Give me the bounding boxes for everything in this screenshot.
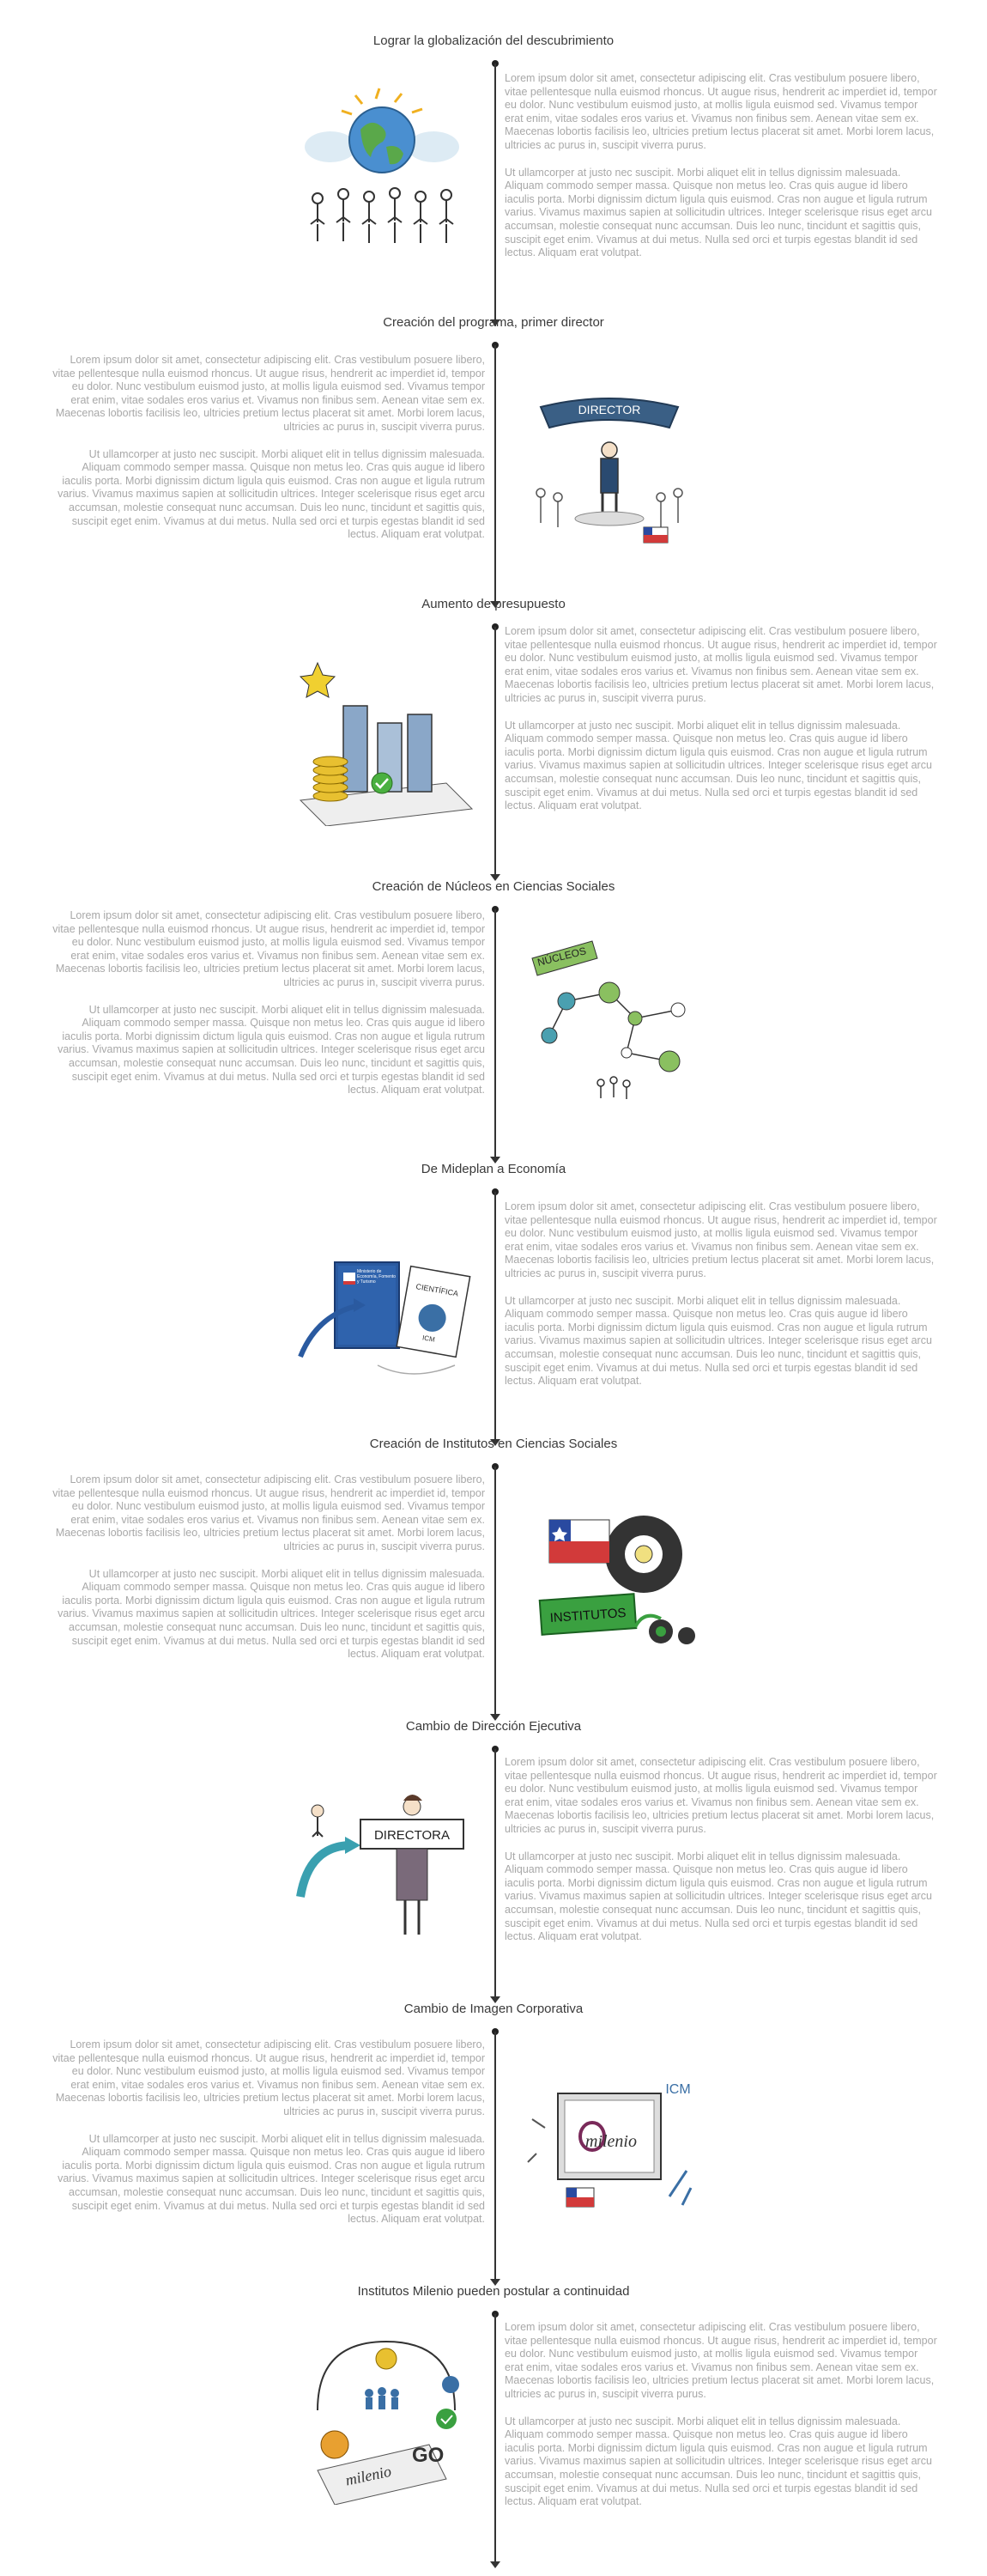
nucleos-network-icon xyxy=(515,933,712,1104)
paragraph: Lorem ipsum dolor sit amet, consectetur adipiscing elit. Cras vestibulum posuere libero, vitae pellentesque nulla euismod rhoncus. Ut augue risus, hendrerit ac imperdiet id, tempor eu dolor. Nunc vestibulum euismod justo, at mollis ligula euismod sed. Vivamus tempor erat enim, vitae sodales eros varius et. Vivamus non finibus sem. Aenean vitae sem ex. Maecenas lobortis facilisis leo, ultricies pretium lectus placerat sit amet. Morbi lorem lacus, ultricies ac purus in, suscipit viverra purus. xyxy=(505,72,937,151)
section-title: Lograr la globalización del descubrimiento xyxy=(372,33,615,48)
timeline-arrow xyxy=(490,2561,500,2568)
director-podium-icon xyxy=(515,390,712,562)
banner-text: DIRECTORA xyxy=(373,1828,451,1843)
section-text xyxy=(505,1756,938,1958)
book2-sub: ICM xyxy=(421,1334,436,1344)
paragraph: Lorem ipsum dolor sit amet, consectetur adipiscing elit. Cras vestibulum posuere libero, vitae pellentesque nulla euismod rhoncus. Ut augue risus, hendrerit ac imperdiet id, tempor eu dolor. Nunc vestibulum euismod justo, at mollis ligula euismod sed. Vivamus tempor erat enim, vitae sodales eros varius et. Vivamus non finibus sem. Aenean vitae sem ex. Maecenas lobortis facilisis leo, ultricies pretium lectus placerat sit amet. Morbi lorem lacus, ultricies ac purus in, suscipit viverra purus. xyxy=(505,1200,937,1279)
logo-text: milenio xyxy=(343,2462,393,2489)
section-title: Aumento de presupuesto xyxy=(421,597,566,611)
paragraph: Lorem ipsum dolor sit amet, consectetur adipiscing elit. Cras vestibulum posuere libero, vitae pellentesque nulla euismod rhoncus. Ut augue risus, hendrerit ac imperdiet id, tempor eu dolor. Nunc vestibulum euismod justo, at mollis ligula euismod sed. Vivamus tempor erat enim, vitae sodales eros varius et. Vivamus non finibus sem. Aenean vitae sem ex. Maecenas lobortis facilisis leo, ultricies pretium lectus placerat sit amet. Morbi lorem lacus, ultricies ac purus in, suscipit viverra purus. xyxy=(505,2321,937,2400)
paragraph: Lorem ipsum dolor sit amet, consectetur adipiscing elit. Cras vestibulum posuere libero, vitae pellentesque nulla euismod rhoncus. Ut augue risus, hendrerit ac imperdiet id, tempor eu dolor. Nunc vestibulum euismod justo, at mollis ligula euismod sed. Vivamus tempor erat enim, vitae sodales eros varius et. Vivamus non finibus sem. Aenean vitae sem ex. Maecenas lobortis facilisis leo, ultricies pretium lectus placerat sit amet. Morbi lorem lacus, ultricies ac purus in, suscipit viverra purus. xyxy=(52,354,485,433)
timeline-line xyxy=(494,2032,496,2281)
paragraph: Lorem ipsum dolor sit amet, consectetur adipiscing elit. Cras vestibulum posuere libero, vitae pellentesque nulla euismod rhoncus. Ut augue risus, hendrerit ac imperdiet id, tempor eu dolor. Nunc vestibulum euismod justo, at mollis ligula euismod sed. Vivamus tempor erat enim, vitae sodales eros varius et. Vivamus non finibus sem. Aenean vitae sem ex. Maecenas lobortis facilisis leo, ultricies pretium lectus placerat sit amet. Morbi lorem lacus, ultricies ac purus in, suscipit viverra purus. xyxy=(52,2038,485,2117)
ministry-books-icon xyxy=(283,1245,481,1417)
timeline-line xyxy=(494,1192,496,1441)
timeline-line xyxy=(494,1467,496,1716)
paragraph: Ut ullamcorper at justo nec suscipit. Morbi aliquet elit in tellus dignissim malesuada. Aliquam commodo semper massa. Quisque non metus leo. Cras quis augue id libero iaculis porta. Morbi dignissim dictum ligula quis euismod. Cras non augue et ligula rutrum varius. Vivamus maximus sapien at sollicitudin ultrices. Integer scelerisque risus eget arcu accumsan, molestie consequat nunc accumsan. Duis leo nunc, tincidunt et sagittis quis, suscipit eget enim. Vivamus at dui metus. Nulla sed orci et turpis egestas blandit id sed lectus. Aliquam erat volutpat. xyxy=(58,1567,485,1661)
timeline-line xyxy=(494,345,496,603)
section-text xyxy=(51,1473,485,1675)
timeline-line xyxy=(494,2314,496,2563)
section-title: Cambio de Dirección Ejecutiva xyxy=(405,1719,582,1734)
section-text xyxy=(505,2321,938,2523)
section-text xyxy=(51,2038,485,2240)
paragraph: Ut ullamcorper at justo nec suscipit. Morbi aliquet elit in tellus dignissim malesuada. Aliquam commodo semper massa. Quisque non metus leo. Cras quis augue id libero iaculis porta. Morbi dignissim dictum ligula quis euismod. Cras non augue et ligula rutrum varius. Vivamus maximus sapien at sollicitudin ultrices. Integer scelerisque risus eget arcu accumsan, molestie consequat nunc accumsan. Duis leo nunc, tincidunt et sagittis quis, suscipit eget enim. Vivamus at dui metus. Nulla sed orci et turpis egestas blandit id sed lectus. Aliquam erat volutpat. xyxy=(505,719,932,812)
paragraph: Ut ullamcorper at justo nec suscipit. Morbi aliquet elit in tellus dignissim malesuada. Aliquam commodo semper massa. Quisque non metus leo. Cras quis augue id libero iaculis porta. Morbi dignissim dictum ligula quis euismod. Cras non augue et ligula rutrum varius. Vivamus maximus sapien at sollicitudin ultrices. Integer scelerisque risus eget arcu accumsan, molestie consequat nunc accumsan. Duis leo nunc, tincidunt et sagittis quis, suscipit eget enim. Vivamus at dui metus. Nulla sed orci et turpis egestas blandit id sed lectus. Aliquam erat volutpat. xyxy=(58,1003,485,1097)
paragraph: Lorem ipsum dolor sit amet, consectetur adipiscing elit. Cras vestibulum posuere libero, vitae pellentesque nulla euismod rhoncus. Ut augue risus, hendrerit ac imperdiet id, tempor eu dolor. Nunc vestibulum euismod justo, at mollis ligula euismod sed. Vivamus tempor erat enim, vitae sodales eros varius et. Vivamus non finibus sem. Aenean vitae sem ex. Maecenas lobortis facilisis leo, ultricies pretium lectus placerat sit amet. Morbi lorem lacus, ultricies ac purus in, suscipit viverra purus. xyxy=(505,1756,937,1835)
paragraph: Ut ullamcorper at justo nec suscipit. Morbi aliquet elit in tellus dignissim malesuada. Aliquam commodo semper massa. Quisque non metus leo. Cras quis augue id libero iaculis porta. Morbi dignissim dictum ligula quis euismod. Cras non augue et ligula rutrum varius. Vivamus maximus sapien at sollicitudin ultrices. Integer scelerisque risus eget arcu accumsan, molestie consequat nunc accumsan. Duis leo nunc, tincidunt et sagittis quis, suscipit eget enim. Vivamus at dui metus. Nulla sed orci et turpis egestas blandit id sed lectus. Aliquam erat volutpat. xyxy=(505,2415,932,2508)
paragraph: Lorem ipsum dolor sit amet, consectetur adipiscing elit. Cras vestibulum posuere libero, vitae pellentesque nulla euismod rhoncus. Ut augue risus, hendrerit ac imperdiet id, tempor eu dolor. Nunc vestibulum euismod justo, at mollis ligula euismod sed. Vivamus tempor erat enim, vitae sodales eros varius et. Vivamus non finibus sem. Aenean vitae sem ex. Maecenas lobortis facilisis leo, ultricies pretium lectus placerat sit amet. Morbi lorem lacus, ultricies ac purus in, suscipit viverra purus. xyxy=(52,1473,485,1552)
paragraph: Ut ullamcorper at justo nec suscipit. Morbi aliquet elit in tellus dignissim malesuada. Aliquam commodo semper massa. Quisque non metus leo. Cras quis augue id libero iaculis porta. Morbi dignissim dictum ligula quis euismod. Cras non augue et ligula rutrum varius. Vivamus maximus sapien at sollicitudin ultrices. Integer scelerisque risus eget arcu accumsan, molestie consequat nunc accumsan. Duis leo nunc, tincidunt et sagittis quis, suscipit eget enim. Vivamus at dui metus. Nulla sed orci et turpis egestas blandit id sed lectus. Aliquam erat volutpat. xyxy=(505,1850,932,1943)
section-title: De Mideplan a Economía xyxy=(421,1162,566,1176)
book-title: Ministerio de Economía, Fomento y Turismo xyxy=(357,1269,397,1285)
banner-text: DIRECTOR xyxy=(578,403,641,416)
section-title: Creación del programa, primer director xyxy=(383,315,604,330)
section-title: Creación de Institutos en Ciencias Sociales xyxy=(369,1437,618,1451)
section-text xyxy=(505,1200,938,1402)
paragraph: Ut ullamcorper at justo nec suscipit. Morbi aliquet elit in tellus dignissim malesuada. Aliquam commodo semper massa. Quisque non metus leo. Cras quis augue id libero iaculis porta. Morbi dignissim dictum ligula quis euismod. Cras non augue et ligula rutrum varius. Vivamus maximus sapien at sollicitudin ultrices. Integer scelerisque risus eget arcu accumsan, molestie consequat nunc accumsan. Duis leo nunc, tincidunt et sagittis quis, suscipit eget enim. Vivamus at dui metus. Nulla sed orci et turpis egestas blandit id sed lectus. Aliquam erat volutpat. xyxy=(58,447,485,541)
book2-title: CIENTÍFICA xyxy=(415,1282,459,1298)
paragraph: Ut ullamcorper at justo nec suscipit. Morbi aliquet elit in tellus dignissim malesuada. Aliquam commodo semper massa. Quisque non metus leo. Cras quis augue id libero iaculis porta. Morbi dignissim dictum ligula quis euismod. Cras non augue et ligula rutrum varius. Vivamus maximus sapien at sollicitudin ultrices. Integer scelerisque risus eget arcu accumsan, molestie consequat nunc accumsan. Duis leo nunc, tincidunt et sagittis quis, suscipit eget enim. Vivamus at dui metus. Nulla sed orci et turpis egestas blandit id sed lectus. Aliquam erat volutpat. xyxy=(58,2132,485,2226)
institutos-machine-icon xyxy=(515,1503,712,1674)
section-title: Institutos Milenio pueden postular a continuidad xyxy=(357,2284,630,2299)
section-text xyxy=(505,72,938,274)
timeline-line xyxy=(494,1749,496,1998)
svg-text:GO: GO xyxy=(412,2444,445,2467)
budget-chart-coins-icon xyxy=(283,654,481,826)
tag-text: ICM xyxy=(665,2082,691,2097)
paragraph: Lorem ipsum dolor sit amet, consectetur adipiscing elit. Cras vestibulum posuere libero, vitae pellentesque nulla euismod rhoncus. Ut augue risus, hendrerit ac imperdiet id, tempor eu dolor. Nunc vestibulum euismod justo, at mollis ligula euismod sed. Vivamus tempor erat enim, vitae sodales eros varius et. Vivamus non finibus sem. Aenean vitae sem ex. Maecenas lobortis facilisis leo, ultricies pretium lectus placerat sit amet. Morbi lorem lacus, ultricies ac purus in, suscipit viverra purus. xyxy=(505,625,937,704)
timeline-line xyxy=(494,64,496,321)
logo-text: milenio xyxy=(585,2132,637,2151)
directora-sign-icon xyxy=(283,1785,481,1957)
globe-people-icon xyxy=(283,87,481,258)
section-title: Creación de Núcleos en Ciencias Sociales xyxy=(372,879,615,894)
banner-text: INSTITUTOS xyxy=(549,1605,627,1626)
milenio-continuity-icon xyxy=(283,2333,481,2505)
paragraph: Ut ullamcorper at justo nec suscipit. Morbi aliquet elit in tellus dignissim malesuada. Aliquam commodo semper massa. Quisque non metus leo. Cras quis augue id libero iaculis porta. Morbi dignissim dictum ligula quis euismod. Cras non augue et ligula rutrum varius. Vivamus maximus sapien at sollicitudin ultrices. Integer scelerisque risus eget arcu accumsan, molestie consequat nunc accumsan. Duis leo nunc, tincidunt et sagittis quis, suscipit eget enim. Vivamus at dui metus. Nulla sed orci et turpis egestas blandit id sed lectus. Aliquam erat volutpat. xyxy=(505,166,932,259)
paragraph: Ut ullamcorper at justo nec suscipit. Morbi aliquet elit in tellus dignissim malesuada. Aliquam commodo semper massa. Quisque non metus leo. Cras quis augue id libero iaculis porta. Morbi dignissim dictum ligula quis euismod. Cras non augue et ligula rutrum varius. Vivamus maximus sapien at sollicitudin ultrices. Integer scelerisque risus eget arcu accumsan, molestie consequat nunc accumsan. Duis leo nunc, tincidunt et sagittis quis, suscipit eget enim. Vivamus at dui metus. Nulla sed orci et turpis egestas blandit id sed lectus. Aliquam erat volutpat. xyxy=(505,1294,932,1388)
timeline-line xyxy=(494,627,496,876)
milenio-screen-icon xyxy=(515,2068,712,2239)
section-text xyxy=(51,354,485,556)
section-text xyxy=(505,625,938,827)
banner-text: NÚCLEOS xyxy=(536,945,588,969)
section-title: Cambio de Imagen Corporativa xyxy=(403,2002,584,2016)
section-text xyxy=(51,909,485,1111)
paragraph: Lorem ipsum dolor sit amet, consectetur adipiscing elit. Cras vestibulum posuere libero, vitae pellentesque nulla euismod rhoncus. Ut augue risus, hendrerit ac imperdiet id, tempor eu dolor. Nunc vestibulum euismod justo, at mollis ligula euismod sed. Vivamus tempor erat enim, vitae sodales eros varius et. Vivamus non finibus sem. Aenean vitae sem ex. Maecenas lobortis facilisis leo, ultricies pretium lectus placerat sit amet. Morbi lorem lacus, ultricies ac purus in, suscipit viverra purus. xyxy=(52,909,485,988)
timeline-line xyxy=(494,909,496,1158)
